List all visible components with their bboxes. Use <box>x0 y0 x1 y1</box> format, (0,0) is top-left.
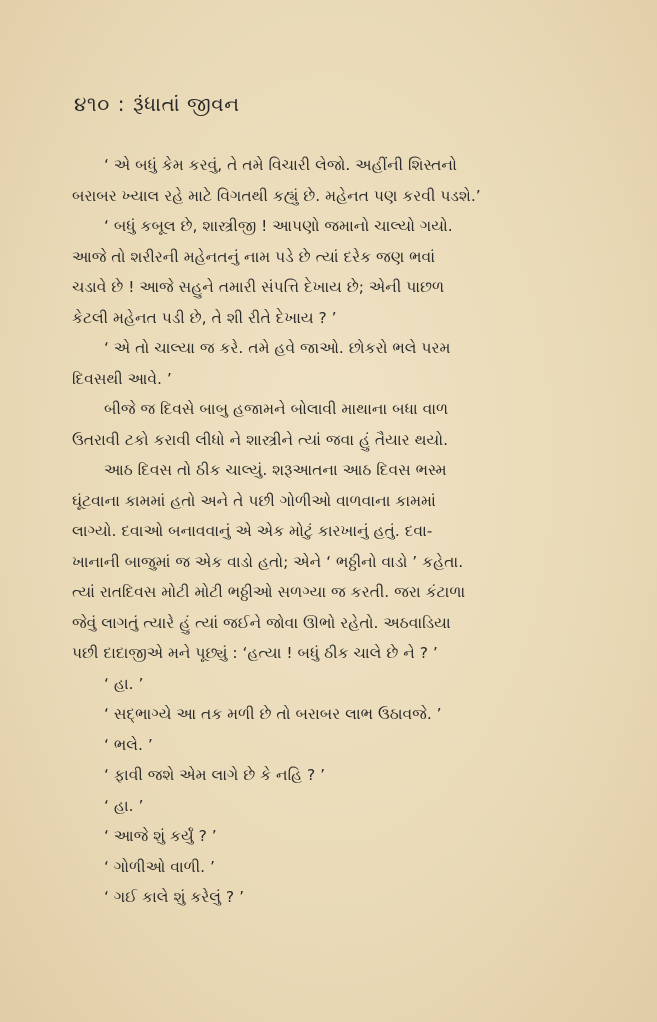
text-line: ખાનાની બાજુમાં જ એક વાડો હતો; એને ‘ ભઠ્ઠીનો વાડો ’ કહેતા. <box>72 552 464 571</box>
dialog-line: ‘ ભલે. ’ <box>104 735 153 754</box>
text-line: આજે તો શરીરની મહેનતનું નામ પડે છે ત્યાં દરેક જણ ભવાં <box>72 247 435 266</box>
text-line: આઠ દિવસ તો ઠીક ચાલ્યું. શરૂઆતના આઠ દિવસ ભસ્મ <box>104 461 447 479</box>
text-line: બરાબર ખ્યાલ રહે માટે વિગતથી કહ્યું છે. મહેનત પણ કરવી પડશે.’ <box>72 186 481 205</box>
header-separator: : <box>117 92 125 116</box>
text-line: પછી દાદાજીએ મને પૂછ્યું : ‘હત્યા ! બધું ઠીક ચાલે છે ને ? ’ <box>72 644 438 662</box>
paragraph <box>72 333 597 394</box>
page-number: ૪૧૦ <box>74 92 110 116</box>
text-line: ‘ બધું કબૂલ છે, શાસ્ત્રીજી ! આપણો જમાનો ચાલ્યો ગયો. <box>104 217 453 235</box>
paragraph <box>72 211 597 333</box>
dialog-line: ‘ હા. ’ <box>104 796 144 815</box>
text-line: ‘ એ બધું કેમ કરવું, તે તમે વિચારી લેજો. અહીંની શિસ્તનો <box>104 156 457 174</box>
dialog-line: ‘ ગોળીઓ વાળી. ’ <box>104 857 215 876</box>
body-text <box>72 150 597 913</box>
dialog-line: ‘ ફાવી જશે એમ લાગે છે કે નહિ ? ’ <box>104 766 326 784</box>
text-line: ‘ એ તો ચાલ્યા જ કરે. તમે હવે જાઓ. છોકરો ભલે પરમ <box>104 339 451 357</box>
text-line: દિવસથી આવે. ’ <box>72 369 172 388</box>
dialog-line: ‘ હા. ’ <box>104 674 144 693</box>
text-line: ઘૂંટવાના કામમાં હતો અને તે પછી ગોળીઓ વાળવાના કામમાં <box>72 491 436 510</box>
text-line: લાગ્યો. દવાઓ બનાવવાનું એ એક મોટું કારખાનું હતું. દવા- <box>72 522 433 540</box>
text-line: કેટલી મહેનત પડી છે, તે શી રીતે દેખાય ? ’ <box>72 308 337 327</box>
text-line: બીજે જ દિવસે બાબુ હજામને બોલાવી માથાના બધા વાળ <box>104 400 449 418</box>
dialog-line: ‘ આજે શું કર્યું ? ’ <box>104 827 217 845</box>
running-header <box>74 92 240 116</box>
book-title: રૂંધાતાં જીવન <box>133 92 240 116</box>
paragraph <box>72 150 597 211</box>
paragraph <box>72 394 597 455</box>
text-line: ઉતરાવી ટકો કરાવી લીધો ને શાસ્ત્રીને ત્યાં જવા હું તૈયાર થયો. <box>72 430 448 449</box>
text-line: ચડાવે છે ! આજે સહુને તમારી સંપત્તિ દેખાય છે; એની પાછળ <box>72 278 445 296</box>
dialog-line: ‘ ગઈ કાલે શું કરેલું ? ’ <box>104 888 245 906</box>
text-line: જેવું લાગતું ત્યારે હું ત્યાં જઈને જોવા ઊભો રહેતો. અઠવાડિયા <box>72 613 451 632</box>
text-line: ત્યાં રાતદિવસ મોટી મોટી ભઠ્ઠીઓ સળગ્યા જ કરતી. જરા કંટાળા <box>72 583 466 601</box>
dialog-line: ‘ સદ્‌ભાગ્યે આ તક મળી છે તો બરાબર લાભ ઉઠાવજે. ’ <box>104 705 442 723</box>
paragraph <box>72 455 597 669</box>
